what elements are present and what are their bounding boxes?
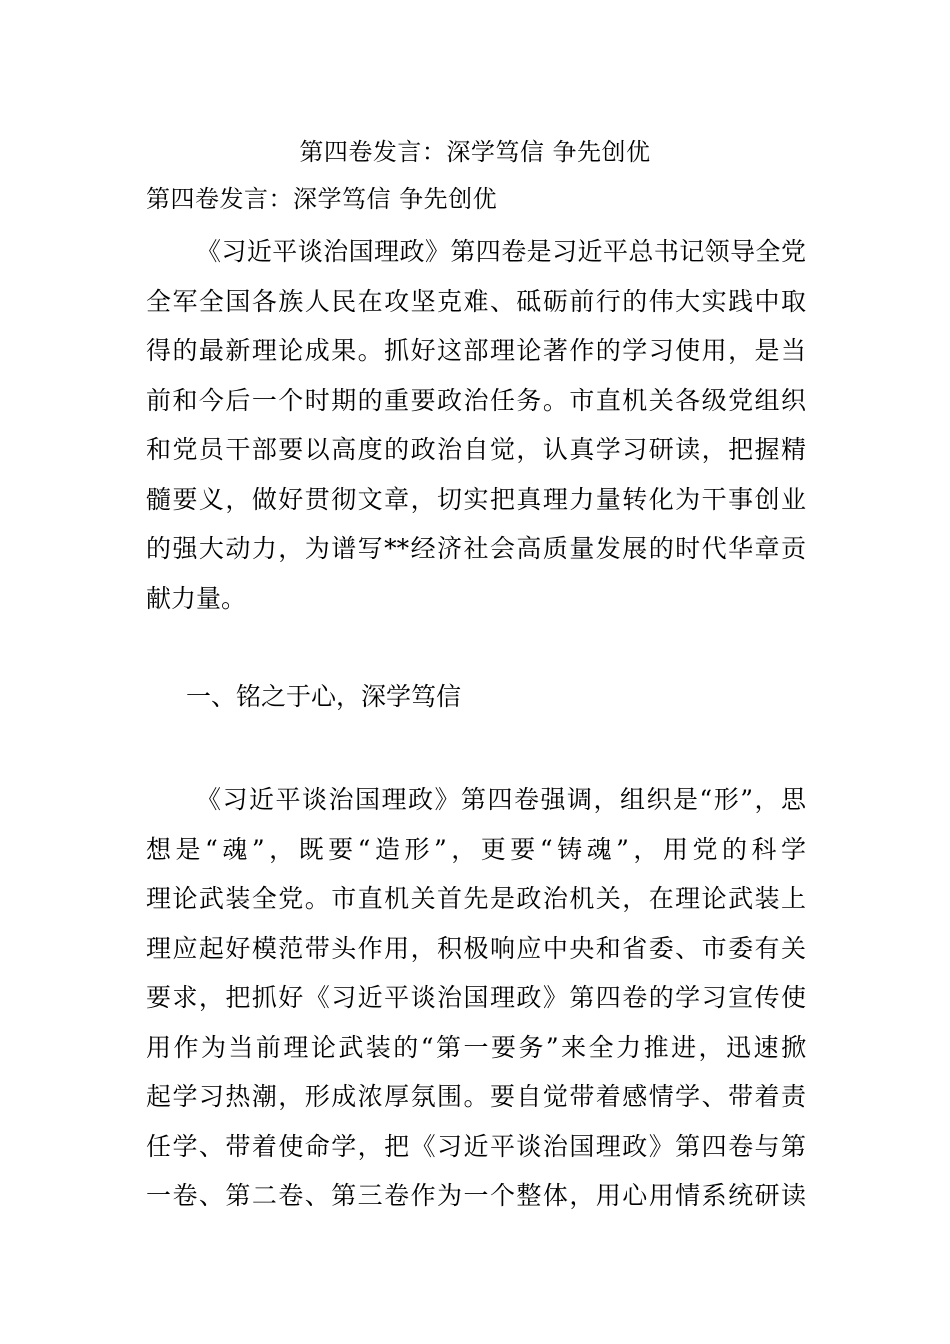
document-subtitle: 第四卷发言：深学笃信 争先创优 — [146, 185, 498, 213]
paragraph-line: 髓要义，做好贯彻文章，切实把真理力量转化为干事创业 — [146, 484, 806, 514]
paragraph-line: 全军全国各族人民在攻坚克难、砥砺前行的伟大实践中取 — [146, 286, 806, 316]
paragraph-line: 一卷、第二卷、第三卷作为一个整体，用心用情系统研读 — [146, 1181, 806, 1210]
paragraph-line: 想是“魂”，既要“造形”，更要“铸魂”，用党的科学 — [146, 834, 806, 864]
paragraph-line: 起学习热潮，形成浓厚氛围。要自觉带着感情学、带着责 — [146, 1082, 806, 1111]
paragraph-line: 献力量。 — [146, 583, 247, 613]
paragraph-line: 得的最新理论成果。抓好这部理论著作的学习使用，是当 — [146, 336, 806, 365]
paragraph-line: 前和今后一个时期的重要政治任务。市直机关各级党组织 — [146, 385, 806, 415]
paragraph-line: 理论武装全党。市直机关首先是政治机关，在理论武装上 — [146, 884, 806, 913]
paragraph-line: 要求，把抓好《习近平谈治国理政》第四卷的学习宣传使 — [146, 983, 806, 1012]
paragraph-line: 《习近平谈治国理政》第四卷强调，组织是“形”，思 — [196, 785, 806, 814]
paragraph-line: 用作为当前理论武装的“第一要务”来全力推进，迅速掀 — [146, 1032, 806, 1062]
section-heading: 一、铭之于心，深学笃信 — [186, 682, 462, 711]
paragraph-intro — [146, 227, 806, 623]
paragraph-section1 — [146, 775, 806, 1221]
paragraph-line: 理应起好模范带头作用，积极响应中央和省委、市委有关 — [146, 933, 806, 963]
document-title: 第四卷发言：深学笃信 争先创优 — [299, 138, 651, 166]
paragraph-line: 任学、带着使命学，把《习近平谈治国理政》第四卷与第 — [146, 1131, 806, 1161]
paragraph-line: 和党员干部要以高度的政治自觉，认真学习研读，把握精 — [146, 435, 806, 464]
paragraph-line: 的强大动力，为谱写**经济社会高质量发展的时代华章贡 — [146, 534, 806, 563]
paragraph-line: 《习近平谈治国理政》第四卷是习近平总书记领导全党 — [196, 237, 806, 266]
